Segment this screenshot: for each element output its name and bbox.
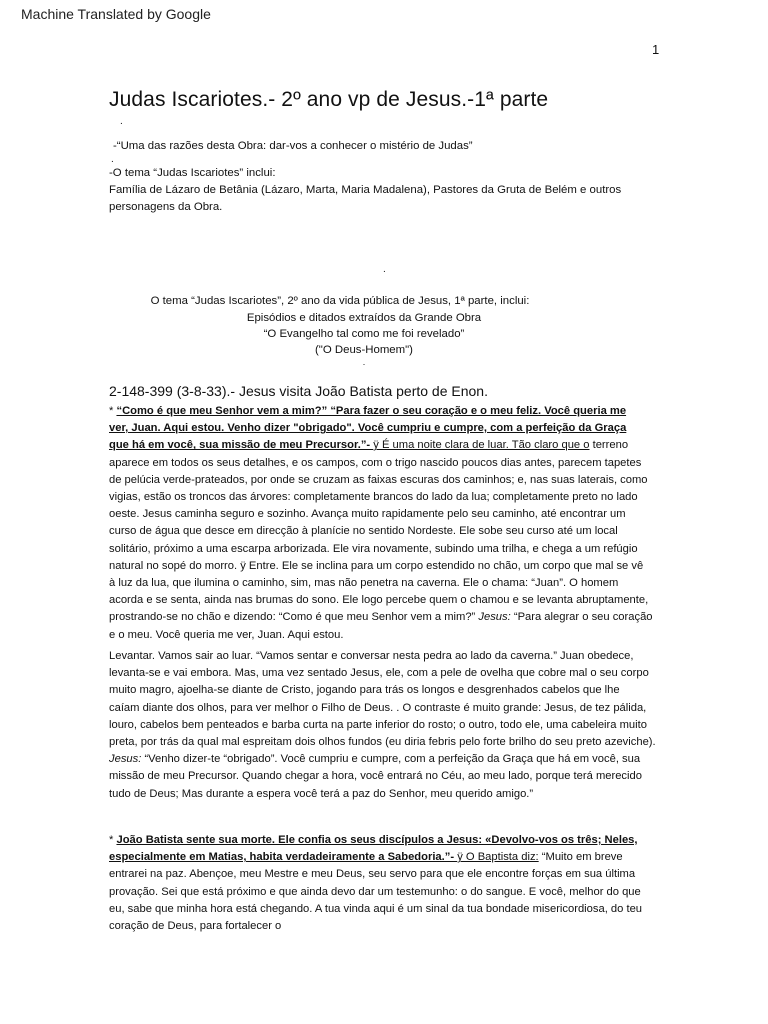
text-line: oeste. Jesus caminha seguro e sozinho. Avança muito rapidamente pelo seu caminho, até encontrar um [109,508,626,521]
text-line: missão de meu Precursor. Quando chegar a hora, você entrará no Céu, ao meu lado, porque terá merecido [109,770,642,783]
text-line: provação. Sei que está próximo e que ainda devo dar um testemunho: o do sangue. E você, melhor do que [109,885,641,898]
text-line: solitário, próximo a uma escarpa arborizada. Ele vira novamente, subindo uma trilha, e chega a um refúgio [109,542,638,555]
text-line: natural no sopé do morro. ÿ Entre. Ele se inclina para um corpo estendido no chão, um corpo que mal se vê [109,559,644,572]
center-line: Episódios e ditados extraídos da Grande Obra [246,312,482,324]
text-line: preta, por trás da qual mal espreitam dois olhos fundos (eu diria febris pelo forte brilho do seu preto azeviche). [109,736,656,749]
text-line: ver, Juan. Aqui estou. Venho dizer "obrigado". Você cumpriu e cumpre, com a perfeição da Graça [109,422,627,435]
family-line: personagens da Obra. [109,201,223,213]
text-line: levanta-se e vai embora. Mas, uma vez sentado Jesus, ele, com a pele de ovelha que cobre mal o seu corpo [109,667,649,680]
center-line: “O Evangelho tal como me foi revelado” [263,328,465,340]
text-line: muito magro, ajoelha-se diante de Cristo, jogando para trás os longos e desgrenhados cabelos que lhe [109,684,620,697]
text-line: Jesus: “Venho dizer-te “obrigado”. Você cumpriu e cumpre, com a perfeição da Graça que há em você, sua [109,753,641,766]
separator-dot: . [383,264,386,275]
text-line: curso de água que desce em direcção à planície no sentido Nordeste. Ele sobe seu curso até um local [109,525,618,538]
text-line: tudo de Deus; Mas durante a espera você terá a paz do Senhor, meu querido amigo.” [109,787,534,800]
text-line: * “Como é que meu Senhor vem a mim?” “Para fazer o seu coração e o meu feliz. Você queria me [109,405,627,417]
text-line: especialmente em Matias, habita verdadeiramente a Sabedoria.”- ÿ O Baptista diz: “Muito em breve [109,851,623,864]
section-heading: 2-148-399 (3-8-33).- Jesus visita João Batista perto de Enon. [109,383,488,399]
machine-translated-label: Machine Translated by Google [21,6,211,22]
paragraph-1 [109,403,669,644]
text-line: à luz da lua, que ilumina o caminho, sim, mas não penetra na caverna. Ele o chama: “Juan”. O homem [109,577,619,590]
intro-quote: -“Uma das razões desta Obra: dar-vos a conhecer o mistério de Judas” [113,140,473,152]
center-line: . [362,357,366,367]
text-line: de pelúcia verde-prateados, por onde se cruzam as faixas escuras dos caminhos; e, nas suas laterais, como [109,473,648,486]
text-line: vigias, estão os troncos das árvores: completamente brancos do lado da lua; completamente preto no lado [109,491,638,504]
text-line: * João Batista sente sua morte. Ele confia os seus discípulos a Jesus: «Devolvo-vos os três; Neles, [109,834,638,846]
text-line: aparece em todos os seus detalhes, e os campos, com o trigo nascido poucos dias antes, parecem tapetes [109,456,642,469]
text-line: eu, sabe que minha hora está chegando. A tua vinda aqui é um sinal da tua bondade misericordiosa, do teu [109,902,643,915]
family-line: Família de Lázaro de Betânia (Lázaro, Marta, Maria Madalena), Pastores da Gruta de Belém e outros [109,184,622,196]
text-line: e o meu. Você queria me ver, Juan. Aqui estou. [109,628,344,641]
text-line: Levantar. Vamos sair ao luar. “Vamos sentar e conversar nesta pedra ao lado da caverna.” Juan obedece, [109,650,634,662]
text-line: entrarei na paz. Abençoe, meu Mestre e meu Deus, seu servo para que ele encontre forças em sua última [109,868,636,881]
text-line: que há em você, sua missão de meu Precursor.”- ÿ É uma noite clara de luar. Tão claro que o terreno [109,439,629,452]
theme-line: -O tema “Judas Iscariotes” inclui: [109,167,276,179]
center-line: O tema “Judas Iscariotes”, 2º ano da vida pública de Jesus, 1ª parte, inclui: [150,295,530,307]
paragraph-3 [109,832,669,935]
text-line: coração de Deus, para fortalecer o [109,920,282,933]
text-line: acorda e se senta, ainda nas brumas do sono. Ele logo percebe quem o chamou e se levanta abruptamente, [109,594,649,607]
text-line: prostrando-se no chão e dizendo: “Como é que meu Senhor vem a mim?” Jesus: “Para alegrar o seu coração [109,611,653,624]
center-line: ("O Deus-Homem") [315,344,413,356]
text-line: louro, cabelos bem penteados e barba curta na parte inferior do rosto; o outro, todo ele, uma cabeleira muito [109,718,647,731]
page-number: 1 [652,42,660,57]
separator-dot: . [111,154,114,165]
separator-dot: . [120,116,123,127]
document-title: Judas Iscariotes.- 2º ano vp de Jesus.-1ª parte [109,88,549,111]
text-line: caíam diante dos olhos, para ver melhor o Filho de Deus. . O contraste é muito grande: Jesus, de tez pálida, [109,701,647,714]
paragraph-2 [109,648,669,803]
